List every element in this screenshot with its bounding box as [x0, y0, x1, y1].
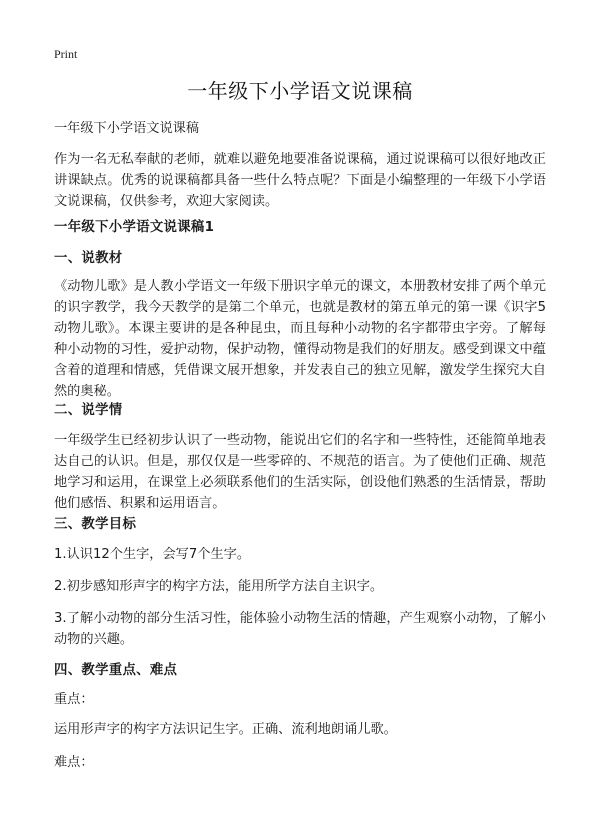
section-heading-key-points: 四、教学重点、难点: [54, 663, 178, 678]
key-point-label: 重点：: [54, 692, 94, 707]
goal-item: 1.认识12个生字，会写7个生字。: [54, 547, 251, 562]
document-subtitle: 一年级下小学语文说课稿: [54, 121, 200, 136]
intro-paragraph: 作为一名无私奉献的老师，就难以避免地要准备说课稿，通过说课稿可以很好地改正讲课缺点。优秀的说课稿都具备一些什么特点呢？下面是小编整理的一年级下小学语文说课稿，仅供参考，欢迎大家阅读。: [54, 152, 546, 209]
textbook-paragraph: 《动物儿歌》是人教小学语文一年级下册识字单元的课文，本册教材安排了两个单元的识字教学，我今天教学的是第二个单元，也就是教材的第五单元的第一课《识字5动物儿歌》。本课主要讲的是各种昆虫，而且每种小动物的名字都带虫字旁。了解每种小动物的习性，爱护动物，保护动物，懂得动物是我们的好朋友。感受到课文中蕴含着的道理和情感，凭借课文展开想象，并发表自己的独立见解，激发学生探究大自然的奥秘。: [54, 279, 546, 399]
section-title: 一年级下小学语文说课稿1: [54, 220, 215, 235]
section-heading-learners: 二、说学情: [54, 403, 123, 418]
document-title: 一年级下小学语文说课稿: [187, 79, 413, 103]
difficult-point-label: 难点：: [54, 755, 94, 770]
section-heading-goals: 三、教学目标: [54, 517, 137, 532]
goal-item: 3.了解小动物的部分生活习性，能体验小动物生活的情趣，产生观察小动物，了解小动物的兴趣。: [54, 611, 546, 647]
learners-paragraph: 一年级学生已经初步认识了一些动物，能说出它们的名字和一些特性，还能简单地表达自己的认识。但是，那仅仅是一些零碎的、不规范的语言。为了使他们正确、规范地学习和运用，在课堂上必须联系他们的生活实际，创设他们熟悉的生活情景，帮助他们感悟、积累和运用语言。: [54, 433, 546, 511]
goal-item: 2.初步感知形声字的构字方法，能用所学方法自主识字。: [54, 579, 384, 594]
print-link[interactable]: Print: [54, 47, 78, 61]
section-heading-textbook: 一、说教材: [54, 251, 123, 266]
key-point-text: 运用形声字的构字方法识记生字。正确、流利地朗诵儿歌。: [54, 722, 397, 737]
